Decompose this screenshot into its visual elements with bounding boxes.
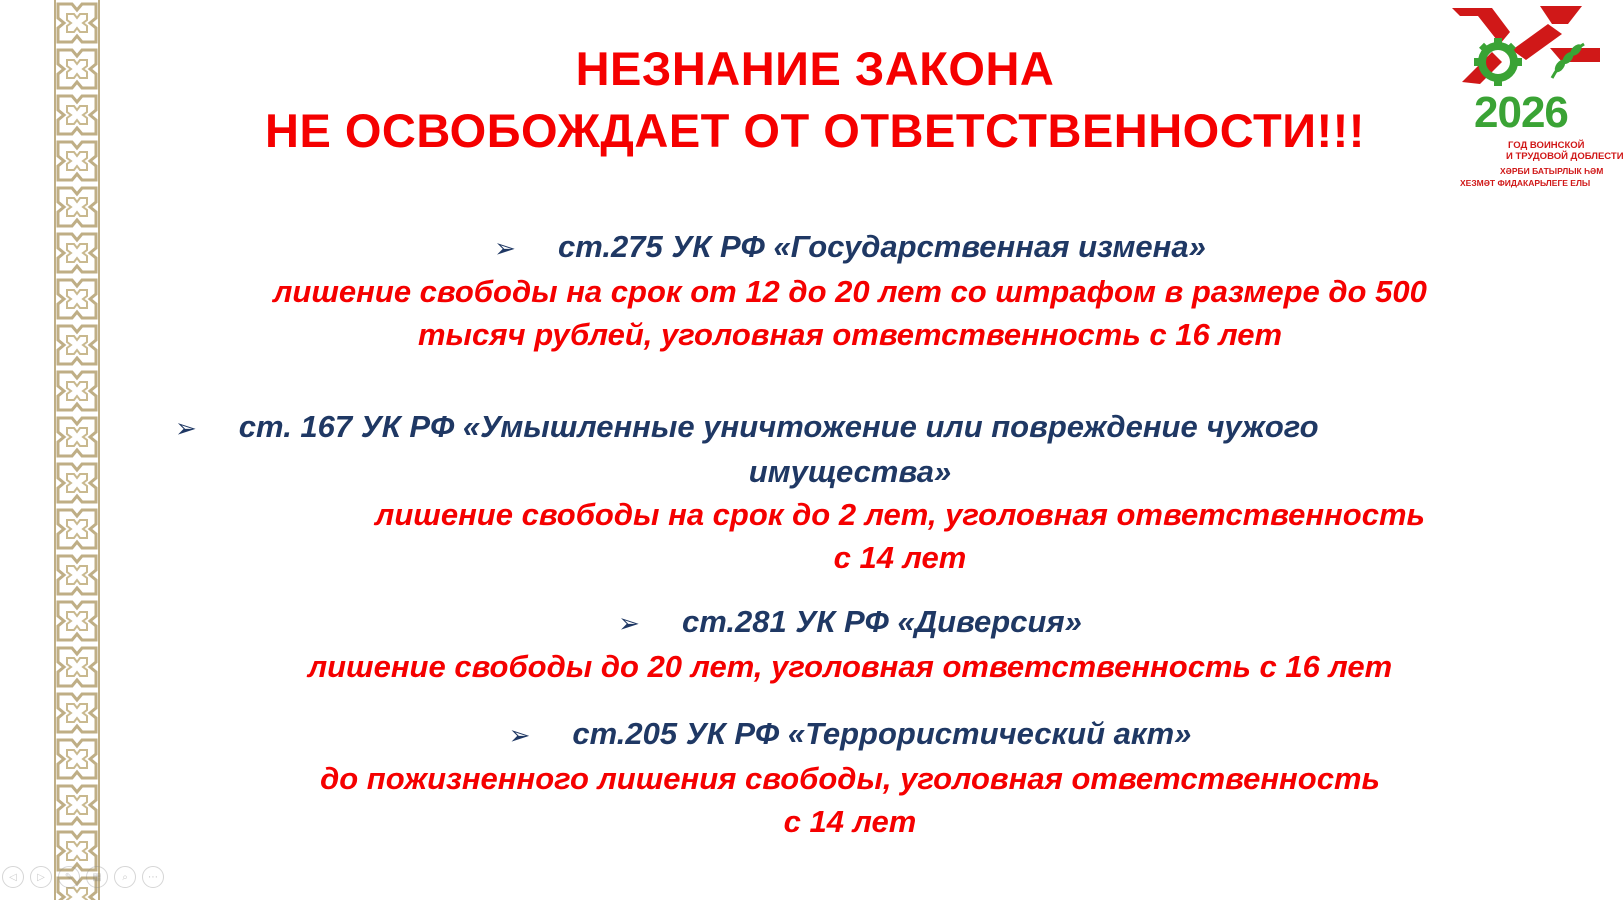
arrow-bullet-icon: ➢ xyxy=(508,720,531,750)
year-2026-logo xyxy=(1452,4,1624,190)
article-penalty-line: лишение свободы до 20 лет, уголовная ответственность с 16 лет xyxy=(307,649,1393,684)
article-penalty xyxy=(170,645,1530,688)
article-heading-continued: имущества» xyxy=(748,454,952,489)
article-167 xyxy=(170,405,1530,579)
article-penalty-line: с 14 лет xyxy=(783,804,917,839)
title-line-2: НЕ ОСВОБОЖДАЕТ ОТ ОТВЕТСТВЕННОСТИ!!! xyxy=(265,104,1365,157)
article-penalty-line: до пожизненного лишения свободы, уголовная ответственность xyxy=(320,761,1380,796)
pen-tool-icon[interactable]: ✎ xyxy=(58,866,80,888)
logo-caption-line-4: ХЕЗМӘТ ФИДАКАРЬЛЕГЕ ЕЛЫ xyxy=(1460,178,1591,188)
next-slide-icon[interactable]: ▷ xyxy=(30,866,52,888)
slideshow-controls xyxy=(2,866,164,890)
article-heading xyxy=(170,712,1530,757)
ornamental-border xyxy=(52,0,102,900)
article-205 xyxy=(170,712,1530,843)
title-line-1: НЕЗНАНИЕ ЗАКОНА xyxy=(575,42,1055,95)
article-heading-text: ст.275 УК РФ «Государственная измена» xyxy=(557,229,1206,264)
article-penalty-line: с 14 лет xyxy=(833,540,967,575)
logo-caption-line-3: ХӘРБИ БАТЫРЛЫК ҺӘМ xyxy=(1500,166,1604,176)
zoom-icon[interactable]: ⌕ xyxy=(114,866,136,888)
article-heading xyxy=(170,600,1530,645)
article-281 xyxy=(170,600,1530,688)
article-heading-text: ст. 167 УК РФ «Умышленные уничтожение или повреждение чужого xyxy=(238,409,1319,444)
article-penalty-line: лишение свободы на срок от 12 до 20 лет со штрафом в размере до 500 xyxy=(273,274,1427,309)
slide-title xyxy=(150,38,1480,162)
article-penalty xyxy=(170,270,1530,356)
more-options-icon[interactable]: ⋯ xyxy=(142,866,164,888)
article-heading xyxy=(170,225,1530,270)
article-heading-text: ст.205 УК РФ «Террористический акт» xyxy=(572,716,1192,751)
star-gear-emblem-icon xyxy=(1452,4,1600,94)
logo-caption-line-2: И ТРУДОВОЙ ДОБЛЕСТИ xyxy=(1506,151,1624,162)
slide-sorter-icon[interactable]: ▦ xyxy=(86,866,108,888)
arrow-bullet-icon: ➢ xyxy=(175,413,197,443)
article-heading-text: ст.281 УК РФ «Диверсия» xyxy=(681,604,1082,639)
article-penalty xyxy=(170,757,1530,843)
article-penalty-line: тысяч рублей, уголовная ответственность с 16 лет xyxy=(417,317,1283,352)
previous-slide-icon[interactable]: ◁ xyxy=(2,866,24,888)
article-heading xyxy=(170,405,1530,450)
arrow-bullet-icon: ➢ xyxy=(618,608,640,638)
logo-caption-line-1: ГОД ВОИНСКОЙ xyxy=(1508,140,1585,151)
arrow-bullet-icon: ➢ xyxy=(494,233,516,263)
article-penalty xyxy=(170,493,1530,579)
logo-year: 2026 xyxy=(1474,88,1568,137)
article-penalty-line: лишение свободы на срок до 2 лет, уголовная ответственность xyxy=(375,497,1425,532)
article-275 xyxy=(170,225,1530,356)
